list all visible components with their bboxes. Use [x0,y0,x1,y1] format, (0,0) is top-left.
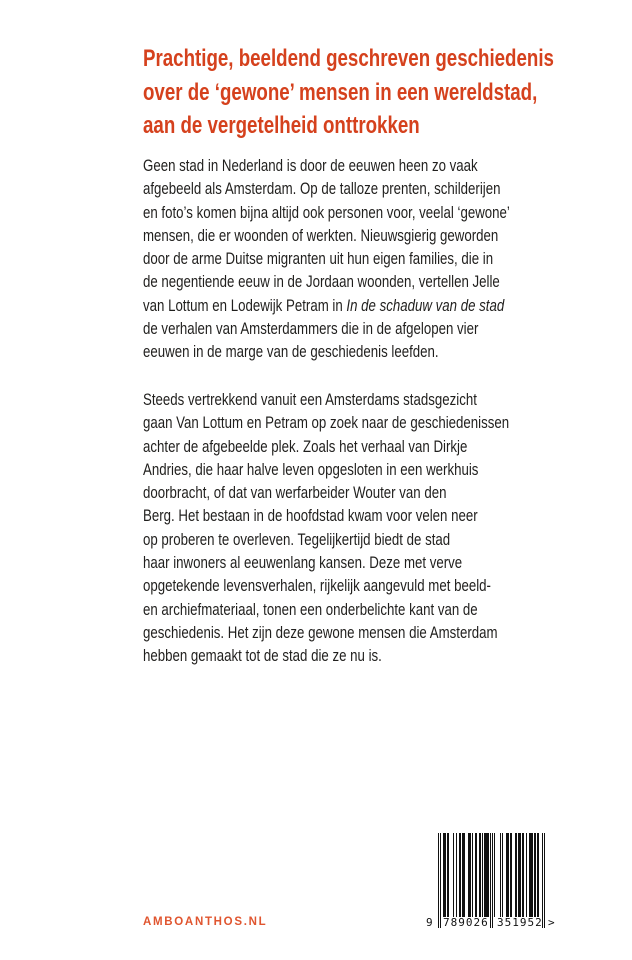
body-line: doorbracht, of dat van werfarbeider Wouter van den [143,483,447,503]
barcode-bar [534,833,536,917]
barcode [426,833,555,929]
body-line: hebben gemaakt tot de stad die ze nu is. [143,646,382,666]
barcode-bar [459,833,460,917]
body-line: Andries, die haar halve leven opgesloten in een werkhuis [143,459,479,479]
blurb-paragraph-1 [143,154,510,364]
body-line: de verhalen van Amsterdammers die in de afgelopen vier [143,319,479,339]
barcode-bar [453,833,454,917]
body-line: mensen, die er woonden of werkten. Nieuwsgierig geworden [143,225,499,245]
barcode-guard-bar [544,833,545,928]
barcode-bar [510,833,512,917]
barcode-bar [506,833,509,917]
body-line: geschiedenis. Het zijn deze gewone mensen die Amsterdam [143,622,498,642]
body-line: Steeds vertrekkend vanuit een Amsterdams stadsgezicht [143,390,477,409]
headline [143,42,554,143]
barcode-bar [537,833,539,917]
barcode-bar [462,833,465,917]
barcode-bar [494,833,495,917]
barcode-guard-bar [440,833,441,928]
body-line: Berg. Het bestaan in de hoofdstad kwam voor velen neer [143,506,478,526]
book-title-italic: In de schaduw van de stad [346,295,505,315]
headline-line-1: Prachtige, beeldend geschreven geschiedenis [143,45,554,72]
body-line: door de arme Duitse migranten uit hun eigen families, die in [143,249,494,269]
barcode-bar [526,833,527,917]
body-line: haar inwoners al eeuwenlang kansen. Deze met verve [143,553,463,573]
barcode-digit-left: 9 [426,916,433,929]
body-line [143,294,510,317]
body-line: gaan Van Lottum en Petram op zoek naar de geschiedenissen [143,413,510,433]
barcode-bar [456,833,457,917]
body-line: achter de afgebeelde plek. Zoals het verhaal van Dirkje [143,436,468,456]
barcode-bar [468,833,470,917]
body-line: op proberen te overleven. Tegelijkertijd biedt de stad [143,529,451,549]
barcode-guard-bar [490,833,491,928]
barcode-bar [479,833,481,917]
body-line: en foto’s komen bijna altijd ook personen voor, veelal ‘gewone’ [143,202,510,222]
barcode-bar [482,833,483,917]
body-line: eeuwen in de marge van de geschiedenis leefden. [143,342,439,362]
barcode-bar [515,833,517,917]
barcode-bar [518,833,521,917]
body-line: afgebeeld als Amsterdam. Op de talloze prenten, schilderijen [143,179,501,199]
barcode-bar [522,833,523,917]
barcode-bar [529,833,532,917]
barcode-bar [484,833,489,917]
barcode-bar [447,833,449,917]
headline-line-3: aan de vergetelheid onttrokken [143,112,420,139]
barcode-bar [475,833,477,917]
publisher-website: AMBOANTHOS.NL [143,916,268,928]
body-line-text: van Lottum en Lodewijk Petram in [143,295,347,315]
barcode-bar [443,833,446,917]
barcode-bar [502,833,503,917]
body-line: de negentiende eeuw in de Jordaan woonden, vertellen Jelle [143,272,500,292]
barcode-guard-bar [542,833,543,928]
barcode-digits-group1: 789026 [443,916,489,929]
barcode-bar [500,833,501,917]
barcode-guard-bar [492,833,493,928]
barcode-bar [472,833,473,917]
blurb-paragraph-2 [143,388,509,668]
barcode-digits-group2: 351952 [497,916,543,929]
barcode-guard-bar [438,833,439,928]
body-line: en archiefmateriaal, tonen een onderbelichte kant van de [143,599,478,619]
body-line: Geen stad in Nederland is door de eeuwen heen zo vaak [143,156,478,175]
body-line: opgetekende levensverhalen, rijkelijk aangevuld met beeld- [143,576,491,596]
headline-line-2: over de ‘gewone’ mensen in een wereldstad, [143,78,538,106]
barcode-quiet-zone-marker: > [548,916,555,929]
